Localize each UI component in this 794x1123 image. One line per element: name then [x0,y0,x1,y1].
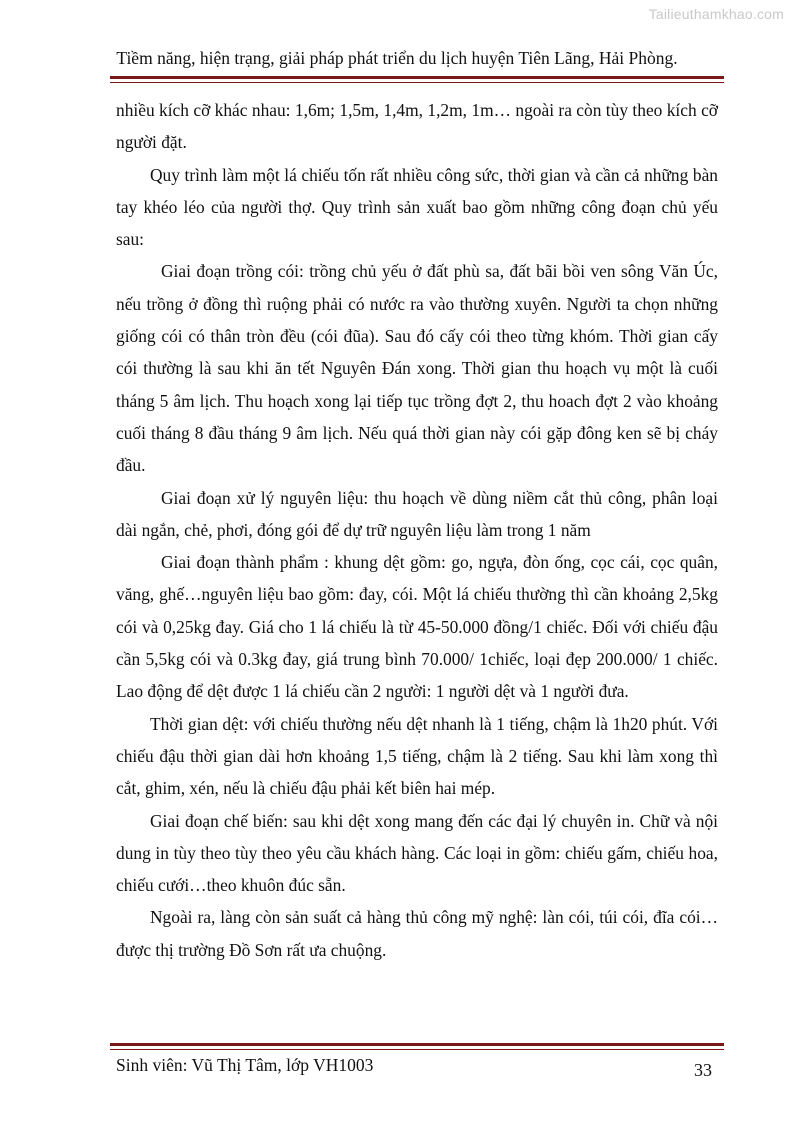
paragraph: Giai đoạn xử lý nguyên liệu: thu hoạch về dùng niềm cắt thủ công, phân loại dài ngắn, chẻ, phơi, đóng gói để dự trữ nguyên liệu làm trong 1 năm [116,487,718,540]
paragraph: Giai đoạn thành phẩm : khung dệt gồm: go, ngựa, đòn ống, cọc cái, cọc quân, văng, ghế…nguyên liệu bao gồm: đay, cói. Một lá chiếu thường thì cần khoảng 2,5kg cói và 0,25kg đay. Giá cho 1 lá chiếu là từ 45-50.000 đồng/1 chiếc. Đối với chiếu đậu cần 5,5kg cói và 0.3kg đay, giá trung bình 70.000/ 1chiếc, loại đẹp 200.000/ 1 chiếc. Lao động để dệt được 1 lá chiếu cần 2 người: 1 người dệt và 1 người đưa. [116,552,718,702]
document-body [116,94,718,966]
paragraph: Quy trình làm một lá chiếu tốn rất nhiều công sức, thời gian và cần cả những bàn tay khéo léo của người thợ. Quy trình sản xuất bao gồm những công đoạn chủ yếu sau: [116,164,718,250]
page-number: 33 [694,1060,712,1080]
paragraph: Giai đoạn trồng cói: trồng chủ yếu ở đất phù sa, đất bãi bồi ven sông Văn Úc, nếu trồng ở đồng thì ruộng phải có nước ra vào thường xuyên. Người ta chọn những giống cói có thân tròn đều (cói đũa). Sau đó cấy cói theo từng khóm. Thời gian cấy cói thường là sau khi ăn tết Nguyên Đán xong. Thời gian thu hoạch vụ một là cuối tháng 5 âm lịch. Thu hoạch xong lại tiếp tục trồng đợt 2, thu hoach đợt 2 vào khoảng cuối tháng 8 đầu tháng 9 âm lịch. Nếu quá thời gian này cói gặp đông ken sẽ bị cháy đầu. [116,261,718,476]
header-rule [110,76,724,83]
footer-rule [110,1043,724,1050]
paragraph: Ngoài ra, làng còn sản suất cả hàng thủ công mỹ nghệ: làn cói, túi cói, đĩa cói…được thị trường Đồ Sơn rất ưa chuộng. [116,907,718,960]
paragraph: nhiều kích cỡ khác nhau: 1,6m; 1,5m, 1,4m, 1,2m, 1m… ngoài ra còn tùy theo kích cỡ người đặt. [116,100,718,153]
watermark: Tailieuthamkhao.com [648,6,784,22]
paragraph: Giai đoạn chế biến: sau khi dệt xong mang đến các đại lý chuyên in. Chữ và nội dung in tùy theo tùy theo yêu cầu khách hàng. Các loại in gồm: chiếu gấm, chiếu hoa, chiếu cưới…theo khuôn đúc sẵn. [116,810,718,896]
footer-author: Sinh viên: Vũ Thị Tâm, lớp VH1003 [116,1055,374,1075]
paragraph: Thời gian dệt: với chiếu thường nếu dệt nhanh là 1 tiếng, chậm là 1h20 phút. Với chiếu đậu thời gian dài hơn khoảng 1,5 tiếng, chậm là 2 tiếng. Sau khi làm xong thì cắt, ghim, xén, nếu là chiếu đậu phải kết biên hai mép. [116,713,718,799]
running-header: Tiềm năng, hiện trạng, giải pháp phát triển du lịch huyện Tiên Lãng, Hải Phòng. [116,48,678,68]
